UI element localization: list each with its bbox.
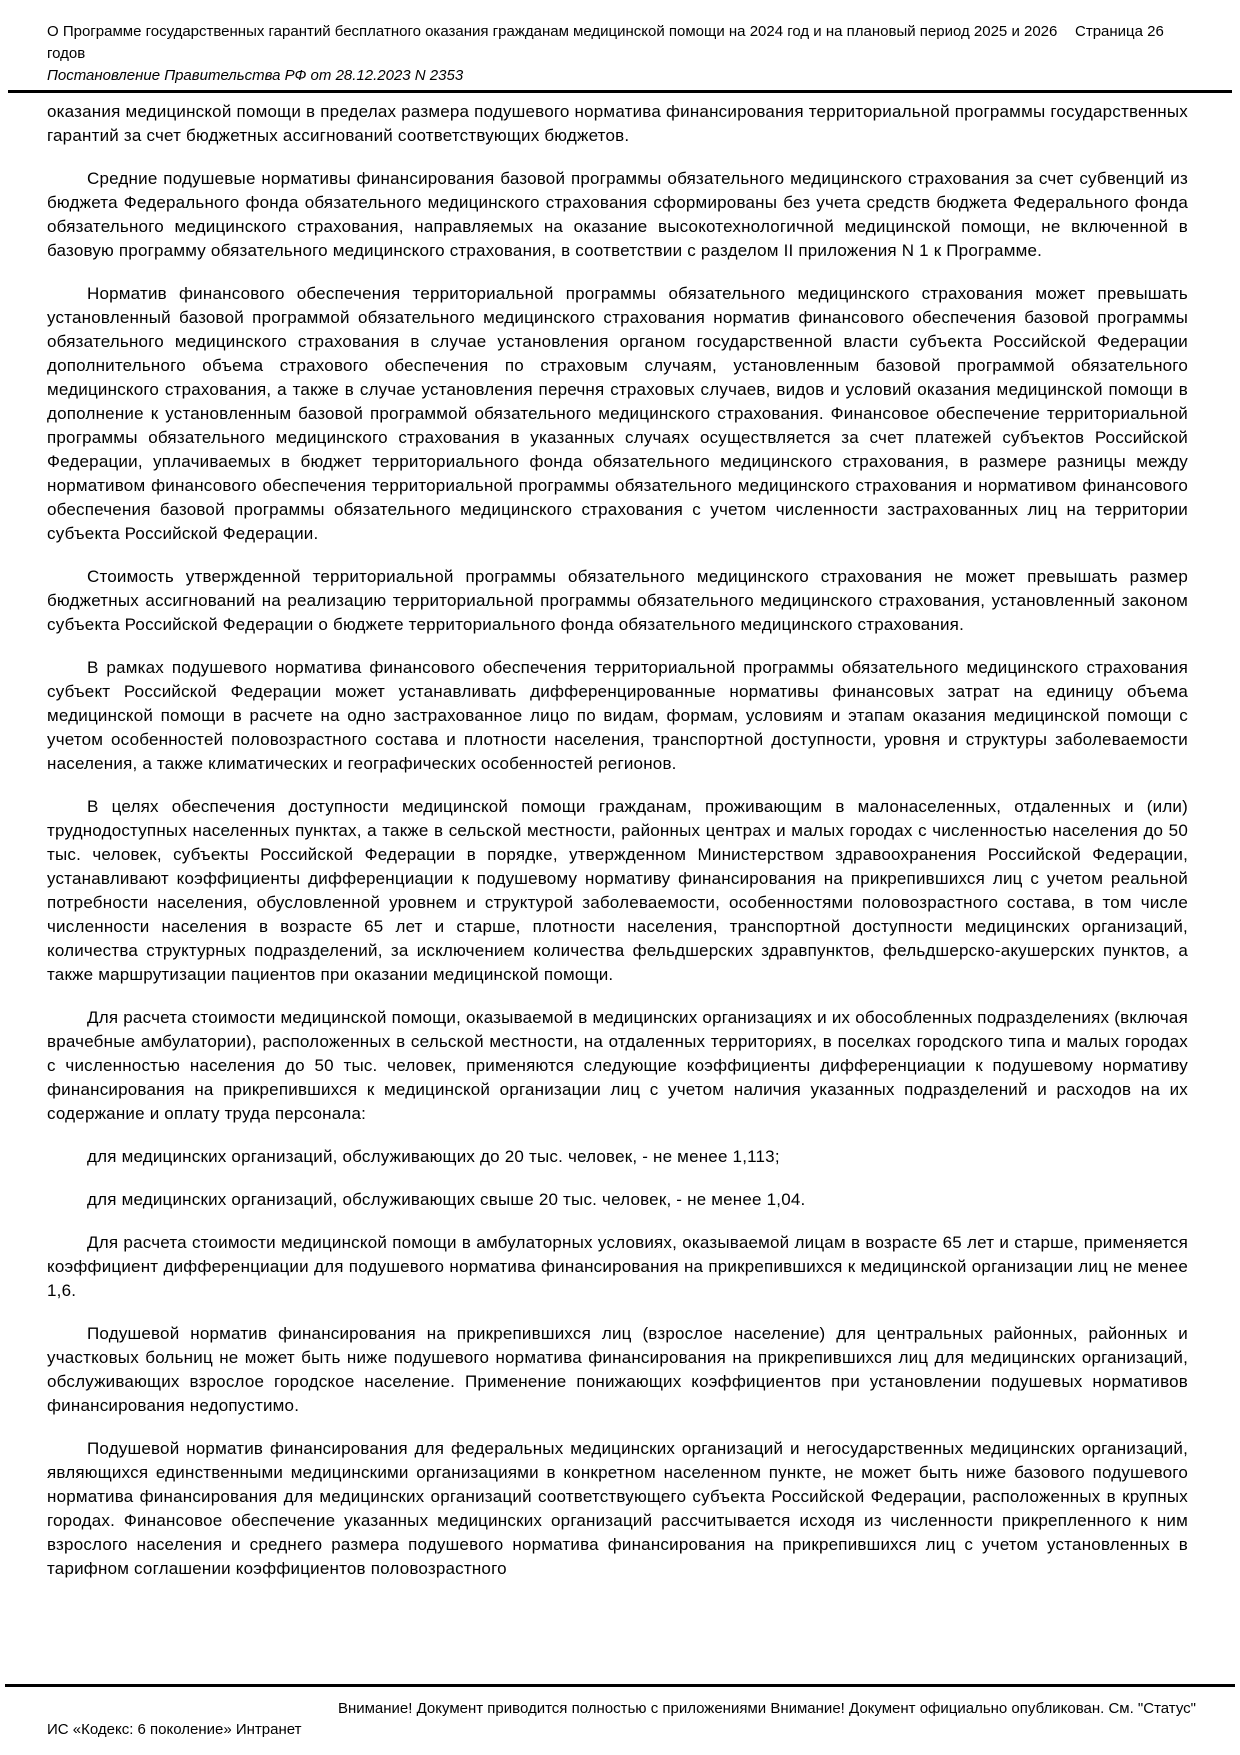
paragraph-list-item: для медицинских организаций, обслуживающих до 20 тыс. человек, - не менее 1,113; [87, 1147, 780, 1166]
document-body [47, 100, 1188, 1678]
footer-separator [5, 1684, 1235, 1687]
paragraph: Норматив финансового обеспечения территориальной программы обязательного медицинского страхования может превышать установленный базовой программой обязательного медицинского страхования норматив финансового обеспечения базовой программы обязательного медицинского страхования в случае установления органом государственной власти субъекта Российской Федерации дополнительного объема страхового обеспечения по страховым случаям, установленным базовой программой обязательного медицинского страхования, а также в случае установления перечня страховых случаев, видов и условий оказания медицинской помощи в дополнение к установленным базовой программой обязательного медицинского страхования. Финансовое обеспечение территориальной программы обязательного медицинского страхования в указанных случаях осуществляется за счет платежей субъектов Российской Федерации, уплачиваемых в бюджет территориального фонда обязательного медицинского страхования, в размере разницы между нормативом финансового обеспечения территориальной программы обязательного медицинского страхования и нормативом финансового обеспечения базовой программы обязательного медицинского страхования с учетом численности застрахованных лиц на территории субъекта Российской Федерации. [47, 284, 1188, 543]
header-separator [8, 90, 1232, 93]
header-row [47, 21, 1240, 65]
document-title: О Программе государственных гарантий бесплатного оказания гражданам медицинской помощи на 2024 год и на плановый период 2025 и 2026 годов [47, 23, 1058, 62]
page-header [0, 0, 1240, 87]
paragraph: Стоимость утвержденной территориальной программы обязательного медицинского страхования не может превышать размер бюджетных ассигнований на реализацию территориальной программы обязательного медицинского страхования, установленный законом субъекта Российской Федерации о бюджете территориального фонда обязательного медицинского страхования. [47, 567, 1188, 634]
paragraph-list-item: для медицинских организаций, обслуживающих свыше 20 тыс. человек, - не менее 1,04. [87, 1190, 806, 1209]
paragraph: Для расчета стоимости медицинской помощи, оказываемой в медицинских организациях и их обособленных подразделениях (включая врачебные амбулатории), расположенных в сельской местности, на отдаленных территориях, в поселках городского типа и малых городах с численностью населения до 50 тыс. человек, применяются следующие коэффициенты дифференциации к подушевому нормативу финансирования на прикрепившихся к медицинской организации лиц с учетом наличия указанных подразделений и расходов на их содержание и оплату труда персонала: [47, 1008, 1188, 1123]
footer-notice: Внимание! Документ приводится полностью с приложениями Внимание! Документ официально опубликован. См. "Статус" [337, 1700, 1196, 1717]
paragraph: Средние подушевые нормативы финансирования базовой программы обязательного медицинского страхования за счет субвенций из бюджета Федерального фонда обязательного медицинского страхования сформированы без учета средств бюджета Федерального фонда обязательного медицинского страхования, направляемых на оказание высокотехнологичной медицинской помощи, не включенной в базовую программу обязательного медицинского страхования, в соответствии с разделом II приложения N 1 к Программе. [47, 169, 1188, 260]
document-subtitle: Постановление Правительства РФ от 28.12.2023 N 2353 [47, 67, 464, 84]
footer-source: ИС «Кодекс: 6 поколение» Интранет [47, 1721, 302, 1738]
page-number: Страница 26 [1075, 23, 1164, 40]
paragraph: Подушевой норматив финансирования на прикрепившихся лиц (взрослое население) для центральных районных, районных и участковых больниц не может быть ниже подушевого норматива финансирования на прикрепившихся лиц для медицинских организаций, обслуживающих взрослое городское население. Применение понижающих коэффициентов при установлении подушевых нормативов финансирования недопустимо. [47, 1324, 1188, 1415]
paragraph: В рамках подушевого норматива финансового обеспечения территориальной программы обязательного медицинского страхования субъект Российской Федерации может устанавливать дифференцированные нормативы финансовых затрат на единицу объема медицинской помощи в расчете на одно застрахованное лицо по видам, формам, условиям и этапам оказания медицинской помощи с учетом особенностей половозрастного состава и плотности населения, транспортной доступности, уровня и структуры заболеваемости населения, а также климатических и географических особенностей регионов. [47, 658, 1188, 773]
paragraph: В целях обеспечения доступности медицинской помощи гражданам, проживающим в малонаселенных, отдаленных и (или) труднодоступных населенных пунктах, а также в сельской местности, районных центрах и малых городах с численностью населения до 50 тыс. человек, субъекты Российской Федерации в порядке, утвержденном Министерством здравоохранения Российской Федерации, устанавливают коэффициенты дифференциации к подушевому нормативу финансирования на прикрепившихся лиц с учетом реальной потребности населения, обусловленной уровнем и структурой заболеваемости, особенностями половозрастного состава, в том числе численности населения в возрасте 65 лет и старше, плотности населения, транспортной доступности медицинских организаций, количества структурных подразделений, за исключением количества фельдшерских здравпунктов, фельдшерско-акушерских пунктов, а также маршрутизации пациентов при оказании медицинской помощи. [47, 797, 1188, 984]
page-footer [0, 1684, 1240, 1755]
paragraph-truncated: Подушевой норматив финансирования для федеральных медицинских организаций и негосударственных медицинских организаций, являющихся единственными медицинскими организациями в конкретном населенном пункте, не может быть ниже базового подушевого норматива финансирования для медицинских организаций соответствующего субъекта Российской Федерации, расположенных в крупных городах. Финансовое обеспечение указанных медицинских организаций рассчитывается исходя из численности прикрепленного к ним взрослого населения и среднего размера подушевого норматива финансирования на прикрепившихся лиц с учетом установленных в тарифном соглашении коэффициентов половозрастного [47, 1439, 1188, 1578]
paragraph: Для расчета стоимости медицинской помощи в амбулаторных условиях, оказываемой лицам в возрасте 65 лет и старше, применяется коэффициент дифференциации для подушевого норматива финансирования на прикрепившихся к медицинской организации лиц не менее 1,6. [47, 1233, 1188, 1300]
paragraph-continuation: оказания медицинской помощи в пределах размера подушевого норматива финансирования территориальной программы государственных гарантий за счет бюджетных ассигнований соответствующих бюджетов. [47, 102, 1188, 145]
